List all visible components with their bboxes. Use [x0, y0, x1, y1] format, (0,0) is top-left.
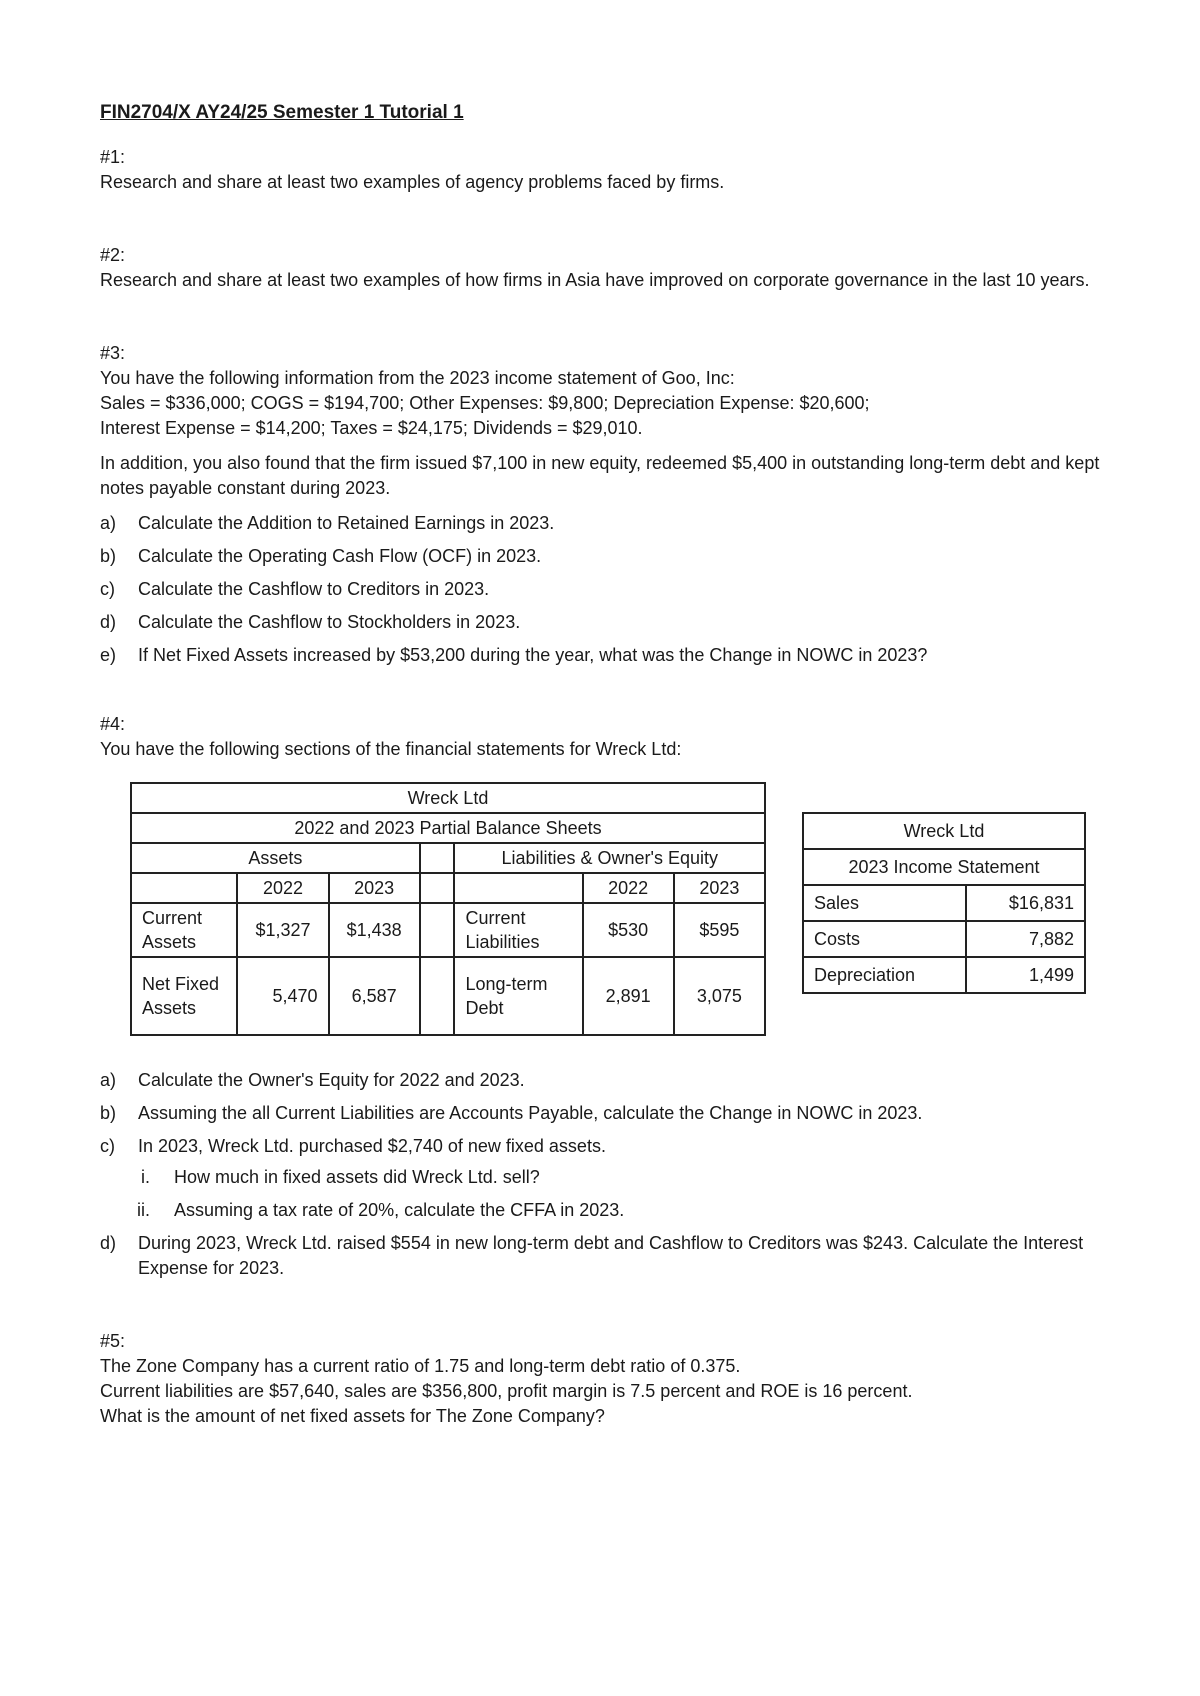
- question-5-line-2: Current liabilities are $57,640, sales are $356,800, profit margin is 7.5 percent and ROE is 16 percent.: [100, 1381, 913, 1401]
- question-3-intro-line-1: You have the following information from the 2023 income statement of Goo, Inc:: [100, 368, 735, 388]
- row-label-current-assets: Current Assets: [131, 903, 237, 957]
- question-2-label: #2:: [100, 245, 126, 265]
- question-4-label: #4:: [100, 714, 126, 734]
- spacer-cell: [420, 873, 455, 903]
- question-3-label: #3:: [100, 343, 126, 363]
- income-value-depreciation: 1,499: [966, 957, 1085, 993]
- question-5-line-3: What is the amount of net fixed assets for The Zone Company?: [100, 1406, 605, 1426]
- question-1-text: Research and share at least two examples of agency problems faced by firms.: [100, 172, 725, 192]
- balance-sheet-company: Wreck Ltd: [131, 783, 765, 813]
- question-4-part-d: d) During 2023, Wreck Ltd. raised $554 in new long-term debt and Cashflow to Creditors was $243. Calculate the Interest Expense for 2023.: [100, 1233, 1084, 1278]
- question-3-intro-line-2: Sales = $336,000; COGS = $194,700; Other Expenses: $9,800; Depreciation Expense: $20,600;: [100, 393, 870, 413]
- question-4-part-b: b) Assuming the all Current Liabilities are Accounts Payable, calculate the Change in NOWC in 2023.: [100, 1103, 923, 1123]
- question-4-intro: You have the following sections of the financial statements for Wreck Ltd:: [100, 739, 682, 759]
- current-assets-2023: $1,438: [329, 903, 420, 957]
- income-statement-table: [802, 812, 1086, 994]
- balance-sheet-table: [130, 782, 766, 1036]
- income-label-depreciation: Depreciation: [803, 957, 966, 993]
- question-4-part-c-i: i. How much in fixed assets did Wreck Ltd. sell?: [141, 1167, 540, 1187]
- income-label-sales: Sales: [803, 885, 966, 921]
- question-3-addition: In addition, you also found that the firm issued $7,100 in new equity, redeemed $5,400 in outstanding long-term debt and kept notes payable constant during 2023.: [100, 453, 1100, 498]
- long-term-debt-2022: 2,891: [583, 957, 674, 1035]
- income-statement-company: Wreck Ltd: [803, 813, 1085, 849]
- income-value-sales: $16,831: [966, 885, 1085, 921]
- question-3-parts: [100, 511, 1100, 668]
- current-liabilities-2023: $595: [674, 903, 765, 957]
- assets-year-2023: 2023: [329, 873, 420, 903]
- spacer-cell: [420, 843, 455, 873]
- income-statement-title: 2023 Income Statement: [803, 849, 1085, 885]
- assets-year-2022: 2022: [237, 873, 328, 903]
- document-page: [100, 100, 1100, 1429]
- liab-year-2022: 2022: [583, 873, 674, 903]
- row-label-current-liabilities: Current Liabilities: [454, 903, 582, 957]
- question-4-part-c-ii: ii. Assuming a tax rate of 20%, calculate the CFFA in 2023.: [137, 1200, 625, 1220]
- question-4-tables: [100, 782, 1100, 1052]
- question-3-part-e: e) If Net Fixed Assets increased by $53,200 during the year, what was the Change in NOWC in 2023?: [100, 645, 928, 665]
- question-4-part-c-subparts: [138, 1165, 1100, 1223]
- assets-header: Assets: [131, 843, 420, 873]
- page-title: FIN2704/X AY24/25 Semester 1 Tutorial 1: [100, 102, 464, 123]
- question-4-parts: [100, 1068, 1100, 1281]
- income-label-costs: Costs: [803, 921, 966, 957]
- question-2-text: Research and share at least two examples of how firms in Asia have improved on corporate governance in the last 10 years.: [100, 270, 1090, 290]
- blank-cell: [454, 873, 582, 903]
- liab-year-2023: 2023: [674, 873, 765, 903]
- balance-sheet-title: 2022 and 2023 Partial Balance Sheets: [131, 813, 765, 843]
- question-1-label: #1:: [100, 147, 126, 167]
- net-fixed-assets-2023: 6,587: [329, 957, 420, 1035]
- blank-cell: [131, 873, 237, 903]
- question-3-part-c: c) Calculate the Cashflow to Creditors in 2023.: [100, 579, 490, 599]
- income-value-costs: 7,882: [966, 921, 1085, 957]
- question-4-part-c: c) In 2023, Wreck Ltd. purchased $2,740 of new fixed assets. i. How much in fixed assets did Wreck Ltd. sell? ii. Assuming a tax rate of 20%, calculate the CFFA in 2023.: [100, 1134, 1100, 1223]
- question-5-label: #5:: [100, 1331, 126, 1351]
- current-liabilities-2022: $530: [583, 903, 674, 957]
- spacer-cell: [420, 957, 455, 1035]
- question-3-intro-line-3: Interest Expense = $14,200; Taxes = $24,175; Dividends = $29,010.: [100, 418, 643, 438]
- question-5-line-1: The Zone Company has a current ratio of 1.75 and long-term debt ratio of 0.375.: [100, 1356, 741, 1376]
- net-fixed-assets-2022: 5,470: [237, 957, 328, 1035]
- question-4-part-a: a) Calculate the Owner's Equity for 2022 and 2023.: [100, 1070, 525, 1090]
- long-term-debt-2023: 3,075: [674, 957, 765, 1035]
- spacer-cell: [420, 903, 455, 957]
- current-assets-2022: $1,327: [237, 903, 328, 957]
- row-label-net-fixed-assets: Net Fixed Assets: [131, 957, 237, 1035]
- liabilities-header: Liabilities & Owner's Equity: [454, 843, 765, 873]
- question-3-part-a: a) Calculate the Addition to Retained Earnings in 2023.: [100, 513, 555, 533]
- row-label-long-term-debt: Long-term Debt: [454, 957, 582, 1035]
- question-3-part-b: b) Calculate the Operating Cash Flow (OCF) in 2023.: [100, 546, 542, 566]
- question-3-part-d: d) Calculate the Cashflow to Stockholders in 2023.: [100, 612, 521, 632]
